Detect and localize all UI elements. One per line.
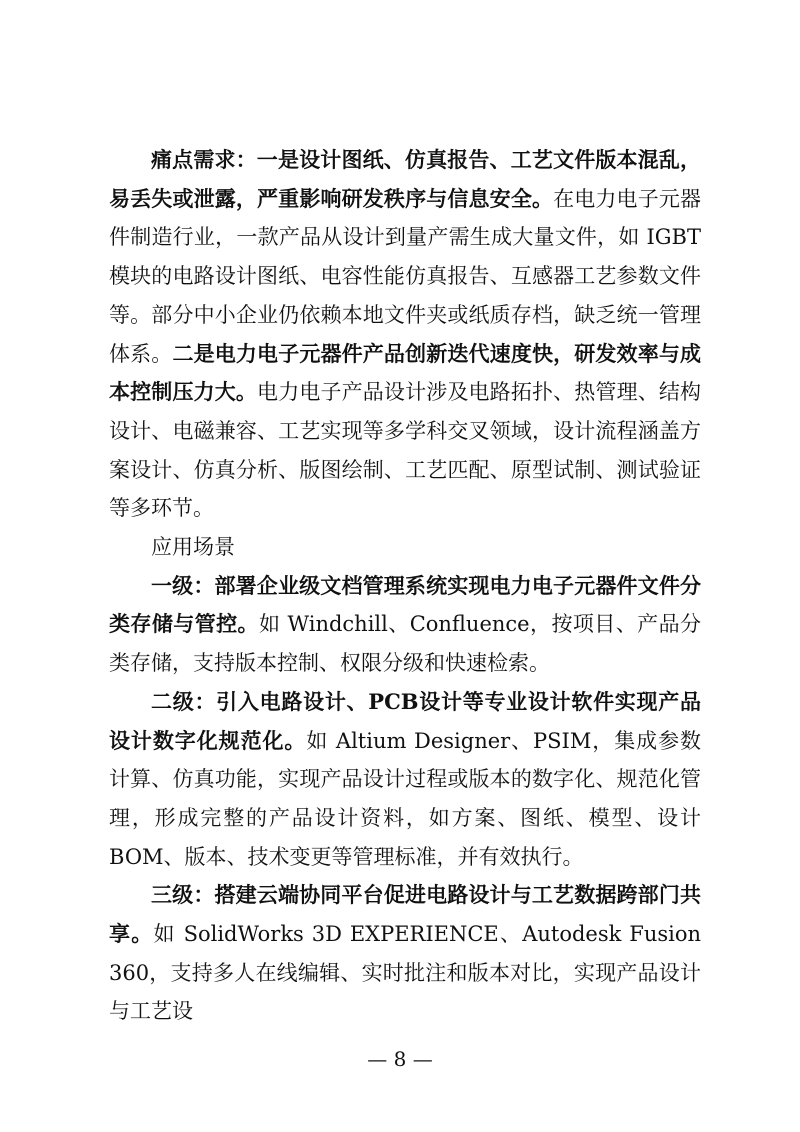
paragraph-level-1	[109, 567, 701, 683]
pain-point-second-text: 电力电子产品设计涉及电路拓扑、热管理、结构设计、电磁兼容、工艺实现等多学科交叉领域，设计流程涵盖方案设计、仿真分析、版图绘制、工艺匹配、原型试制、测试验证等多环节。	[109, 380, 702, 521]
paragraph-pain-points	[109, 141, 701, 528]
paragraph-level-2	[109, 683, 701, 877]
level-1-text: 如 Windchill、Confluence，按项目、产品分类存储，支持版本控制、权限分级和快速检索。	[109, 612, 702, 676]
paragraph-level-3	[109, 876, 701, 1031]
level-3-text: 如 SolidWorks 3D EXPERIENCE、Autodesk Fusion 360，支持多人在线编辑、实时批注和版本对比，实现产品设计与工艺设	[109, 922, 702, 1024]
section-heading-scenarios	[109, 528, 701, 567]
level-2-heading: 二级：引入电路设计、PCB设计等专业设计软件实现产品设计数字化规范化。	[109, 688, 701, 753]
pain-point-heading: 痛点需求：一是设计图纸、仿真报告、工艺文件版本混乱，易丢失或泄露，严重影响研发秩序与信息安全。	[109, 147, 701, 211]
section-heading-text: 应用场景	[151, 535, 235, 560]
page-number: — 8 —	[367, 1047, 433, 1071]
pain-point-second-heading: 二是电力电子元器件产品创新迭代速度快，研发效率与成本控制压力大。	[109, 340, 702, 405]
level-2-text: 如 Altium Designer、PSIM，集成参数计算、仿真功能，实现产品设计过程或版本的数字化、规范化管理，形成完整的产品设计资料，如方案、图纸、模型、设计BOM、版本、技术变更等管理标准，并有效执行。	[109, 728, 701, 869]
level-3-heading: 三级：搭建云端协同平台促进电路设计与工艺数据跨部门共享。	[109, 882, 701, 947]
level-1-heading: 一级：部署企业级文档管理系统实现电力电子元器件文件分类存储与管控。	[109, 572, 701, 637]
document-body	[109, 141, 701, 1031]
pain-point-text: 在电力电子元器件制造行业，一款产品从设计到量产需生成大量文件，如 IGBT 模块的电路设计图纸、电容性能仿真报告、互感器工艺参数文件等。部分中小企业仍依赖本地文件夹或纸质存档，缺乏统一管理体系。	[109, 186, 701, 366]
